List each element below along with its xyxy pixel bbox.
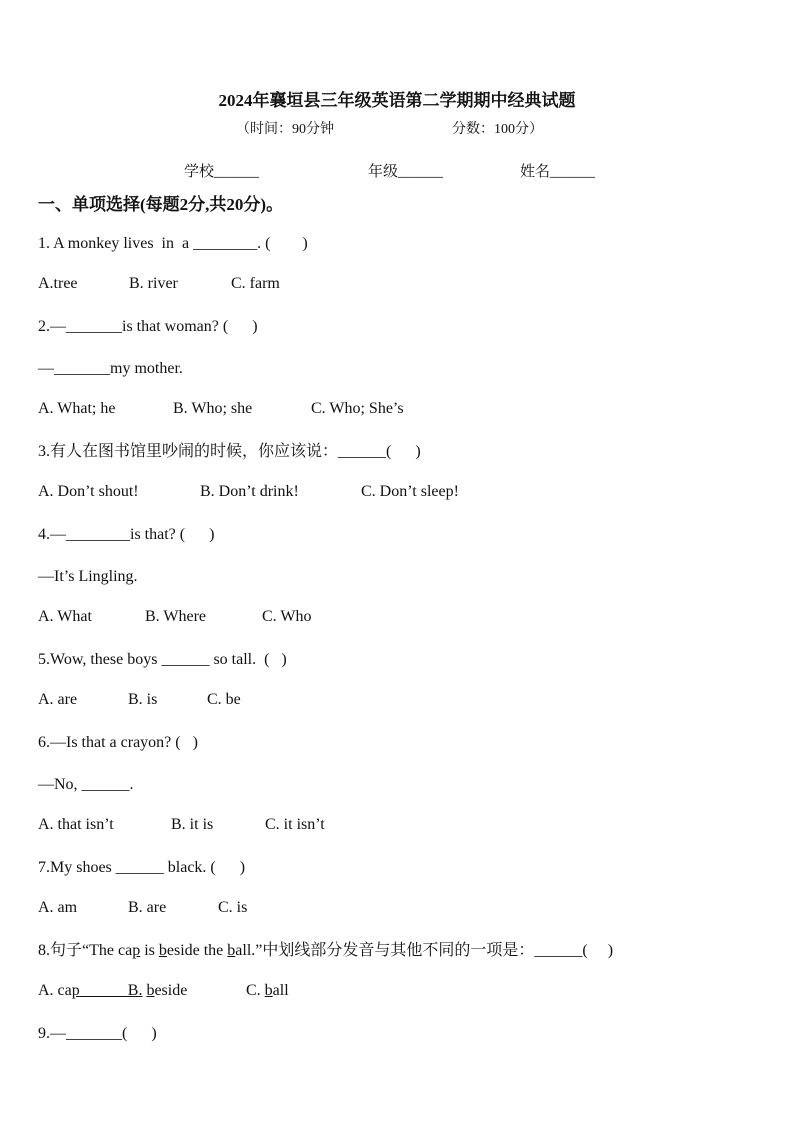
q4-option-a: A. What [38,608,92,625]
question-6-line2: —No, ______. [38,776,134,793]
q7-option-c: C. is [218,899,248,916]
q8-option-c [246,982,289,1000]
q2-option-c: C. Who; She’s [311,400,404,417]
question-7: 7.My shoes ______ black. ( ) [38,859,246,876]
q3-option-b: B. Don’t drink! [200,483,299,500]
exam-title: 2024年襄垣县三年级英语第二学期期中经典试题 [218,91,576,110]
q8-text-pre: 8.句子“The ca [38,942,133,959]
question-2: 2.—_______is that woman? ( ) [38,318,258,335]
q7-option-a: A. am [38,899,78,916]
question-5: 5.Wow, these boys ______ so tall. ( ) [38,651,287,668]
q8-underline-3: b [227,942,236,959]
q1-option-c: C. farm [231,275,280,292]
q5-option-c: C. be [207,691,241,708]
q8-text-mid1: is [140,942,159,959]
q8-option-b-underline: b [146,982,155,999]
question-6: 6.—Is that a crayon? ( ) [38,734,198,751]
q4-option-c: C. Who [262,608,312,625]
q8-option-c-post: all [272,982,289,999]
q8-option-c-underline: b [264,982,273,999]
question-2-line2: —_______my mother. [38,360,183,377]
q8-text-post: all.”中划线部分发音与其他不同的一项是：______( ) [235,942,614,959]
q8-text-mid2: eside the [166,942,228,959]
time-label: （时间：90分钟 [236,122,334,137]
q8-option-a-underline: p [71,982,80,999]
q6-option-c: C. it isn’t [265,816,325,833]
question-1: 1. A monkey lives in a ________. ( ) [38,235,308,252]
q6-option-b: B. it is [171,816,214,833]
q7-option-b: B. are [128,899,167,916]
question-8 [38,941,613,961]
q5-option-a: A. are [38,691,78,708]
q8-option-c-pre: C. [246,982,265,999]
q3-option-a: A. Don’t shout! [38,483,139,500]
q2-option-b: B. Who; she [173,400,253,417]
q8-option-a-pre: A. ca [38,982,72,999]
q8-underline-2: b [158,942,167,959]
q8-option-b-post: eside [154,982,188,999]
q5-option-b: B. is [128,691,158,708]
question-4-line2: —It’s Lingling. [38,568,138,585]
q1-option-b: B. river [129,275,178,292]
q8-option-gap: ______ [79,982,128,999]
q8-option-b-label: B. [127,982,143,999]
score-label: 分数：100分） [452,122,543,137]
question-3: 3.有人在图书馆里吵闹的时候，你应该说：______( ) [38,443,421,460]
q4-option-b: B. Where [145,608,207,625]
q8-options-ab [38,982,187,1000]
q2-option-a: A. What; he [38,400,116,417]
q6-option-a: A. that isn’t [38,816,114,833]
section-heading: 一、单项选择(每题2分,共20分)。 [38,195,284,214]
q3-option-c: C. Don’t sleep! [361,483,459,500]
q1-option-a: A.tree [38,275,78,292]
question-4: 4.—________is that? ( ) [38,526,215,543]
name-field[interactable]: 姓名______ [520,164,596,180]
q8-underline-1: p [132,942,141,959]
question-9: 9.—_______( ) [38,1025,157,1042]
grade-field[interactable]: 年级______ [368,164,444,180]
school-field[interactable]: 学校______ [184,164,260,180]
